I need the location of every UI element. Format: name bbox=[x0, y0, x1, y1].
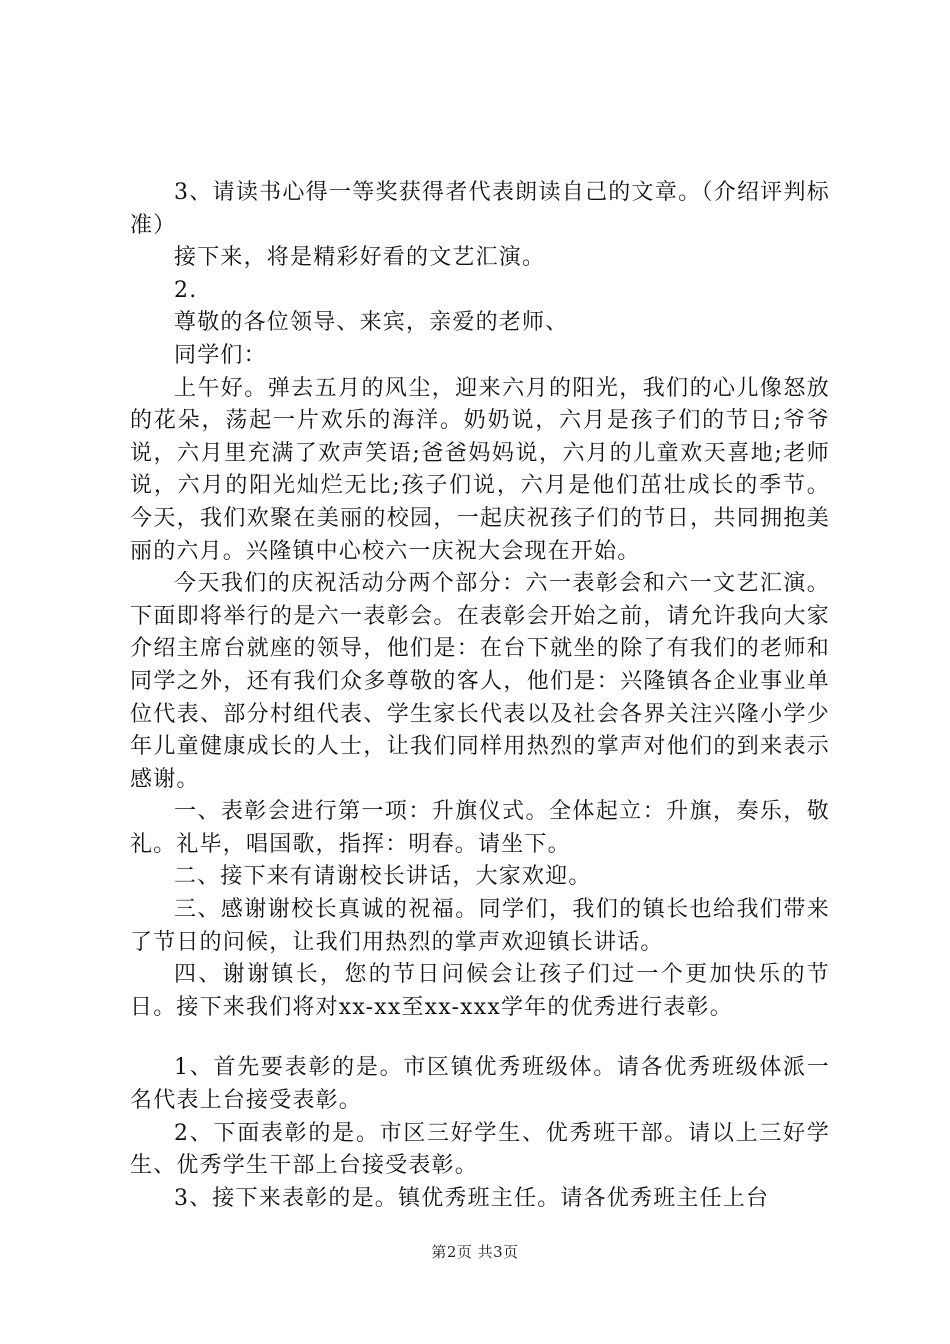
paragraph-award-reading: 3、请读书心得一等奖获得者代表朗读自己的文章。（介绍评判标准） bbox=[130, 180, 830, 238]
paragraph-item-one: 一、表彰会进行第一项：升旗仪式。全体起立：升旗，奏乐，敬礼。礼毕，唱国歌，指挥：明春。请坐下。 bbox=[130, 799, 830, 857]
paragraph-performance-intro: 接下来，将是精彩好看的文艺汇演。 bbox=[174, 245, 546, 271]
paragraph-award-one: 1、首先要表彰的是。市区镇优秀班级体。请各优秀班级体派一名代表上台接受表彰。 bbox=[130, 1055, 830, 1114]
page-number-footer: 第2页 共3页 bbox=[431, 1243, 519, 1261]
document-body bbox=[130, 177, 830, 1215]
paragraph-section-number: 2. bbox=[174, 277, 198, 303]
paragraph-item-three: 三、感谢谢校长真诚的祝福。同学们，我们的镇长也给我们带来了节日的问候，让我们用热烈的掌声欢迎镇长讲话。 bbox=[130, 897, 830, 955]
paragraph-greeting-students: 同学们： bbox=[174, 342, 267, 368]
paragraph-award-two: 2、下面表彰的是。市区三好学生、优秀班干部。请以上三好学生、优秀学生干部上台接受表彰。 bbox=[130, 1120, 830, 1179]
paragraph-item-four: 四、谢谢镇长，您的节日问候会让孩子们过一个更加快乐的节日。接下来我们将对xx-xx至xx-xxx学年的优秀进行表彰。 bbox=[130, 962, 830, 1020]
paragraph-program-overview: 今天我们的庆祝活动分两个部分：六一表彰会和六一文艺汇演。下面即将举行的是六一表彰会。在表彰会开始之前，请允许我向大家介绍主席台就座的领导，他们是：在台下就坐的除了有我们的老师和同学之外，还有我们众多尊敬的客人，他们是：兴隆镇各企业事业单位代表、部分村组代表、学生家长代表以及社会各界关注兴隆小学少年儿童健康成长的人士，让我们同样用热烈的掌声对他们的到来表示感谢。 bbox=[130, 571, 830, 792]
paragraph-item-two: 二、接下来有请谢校长讲话，大家欢迎。 bbox=[174, 864, 592, 890]
paragraph-greeting-leaders: 尊敬的各位领导、来宾，亲爱的老师、 bbox=[174, 310, 569, 336]
paragraph-opening: 上午好。弹去五月的风尘，迎来六月的阳光，我们的心儿像怒放的花朵，荡起一片欢乐的海洋。奶奶说，六月是孩子们的节日;爷爷说，六月里充满了欢声笑语;爸爸妈妈说，六月的儿童欢天喜地;老师说，六月的阳光灿烂无比;孩子们说，六月是他们茁壮成长的季节。今天，我们欢聚在美丽的校园，一起庆祝孩子们的节日，共同拥抱美丽的六月。兴隆镇中心校六一庆祝大会现在开始。 bbox=[130, 375, 830, 564]
paragraph-award-three: 3、接下来表彰的是。镇优秀班主任。请各优秀班主任上台 bbox=[174, 1185, 770, 1211]
